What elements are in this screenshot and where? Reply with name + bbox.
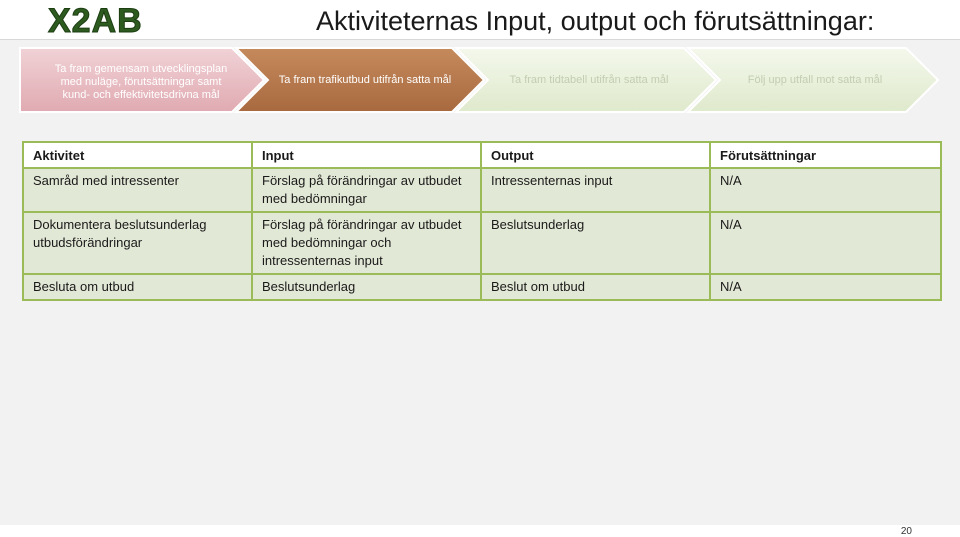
cell-input: Förslag på förändringar av utbudet med bedömningar (252, 168, 481, 212)
cell-output: Beslutsunderlag (481, 212, 710, 274)
header-input: Input (252, 142, 481, 168)
cell-forutsattningar: N/A (710, 168, 941, 212)
x2ab-logo (46, 0, 158, 38)
header-output: Output (481, 142, 710, 168)
step-4-label: Följ upp utfall mot satta mål (747, 73, 883, 86)
activities-table (22, 141, 942, 301)
table-row (23, 274, 941, 300)
cell-aktivitet: Dokumentera beslutsunderlag utbudsförändringar (23, 212, 252, 274)
cell-aktivitet: Besluta om utbud (23, 274, 252, 300)
cell-input: Beslutsunderlag (252, 274, 481, 300)
svg-text:X2AB: X2AB (48, 2, 143, 38)
page-number: 20 (900, 526, 912, 537)
cell-input: Förslag på förändringar av utbudet med bedömningar och intressenternas input (252, 212, 481, 274)
process-chevrons (0, 40, 960, 120)
step-1-label: Ta fram gemensam utvecklingsplan med nuläge, förutsättningar samt kund- och effektivitetsdrivna mål (54, 62, 228, 101)
cell-forutsattningar: N/A (710, 274, 941, 300)
header-forutsattningar: Förutsättningar (710, 142, 941, 168)
page-title: Aktiviteternas Input, output och förutsättningar: (316, 6, 875, 36)
table-row (23, 168, 941, 212)
header-aktivitet: Aktivitet (23, 142, 252, 168)
step-3-label: Ta fram tidtabell utifrån satta mål (509, 73, 669, 86)
cell-aktivitet: Samråd med intressenter (23, 168, 252, 212)
cell-output: Beslut om utbud (481, 274, 710, 300)
cell-forutsattningar: N/A (710, 212, 941, 274)
table-header-row (23, 142, 941, 168)
cell-output: Intressenternas input (481, 168, 710, 212)
step-2-label: Ta fram trafikutbud utifrån satta mål (278, 73, 452, 86)
table-row (23, 212, 941, 274)
